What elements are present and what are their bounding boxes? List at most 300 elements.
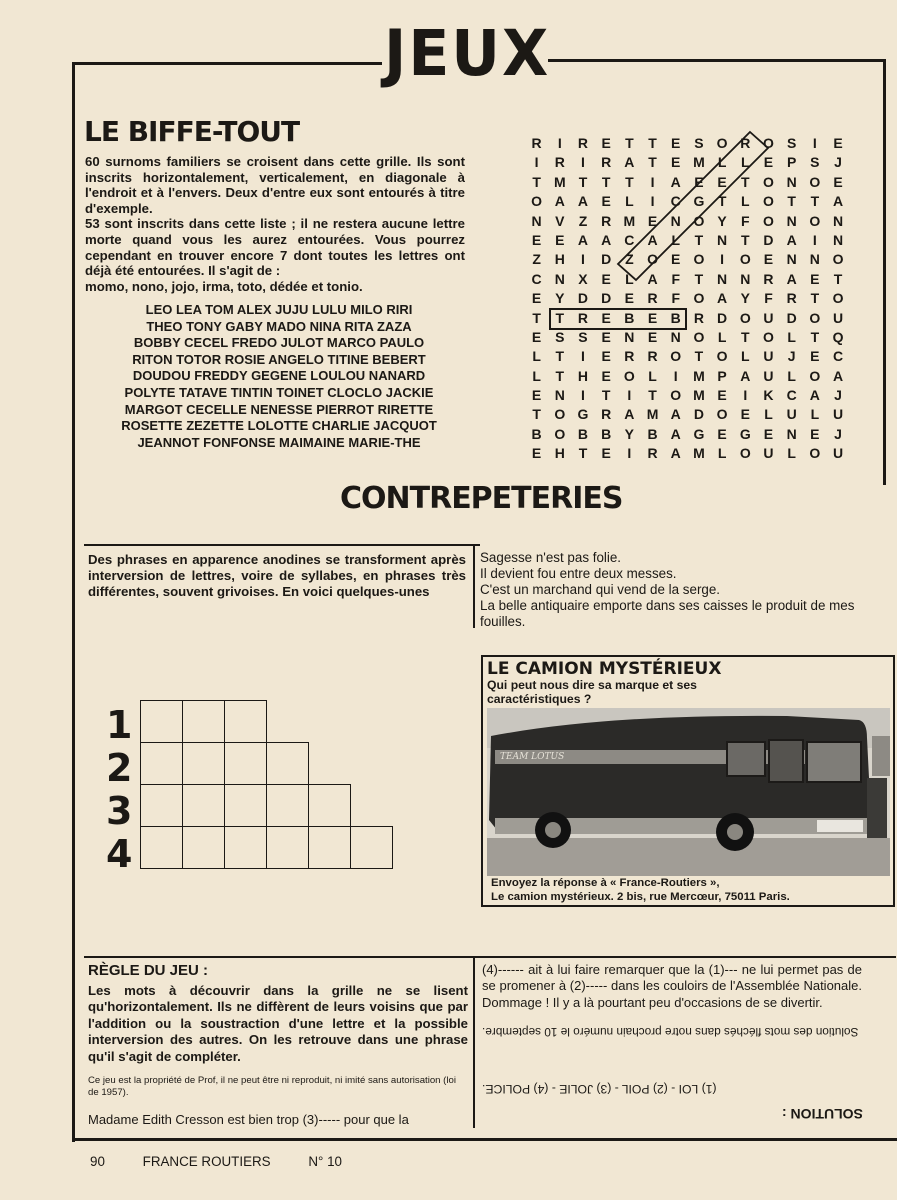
grid-letter[interactable]: M [646, 406, 659, 423]
mots-cell[interactable] [224, 826, 267, 869]
grid-letter[interactable]: N [832, 212, 844, 229]
grid-letter[interactable]: I [650, 173, 655, 190]
grid-letter[interactable]: U [763, 445, 774, 462]
grid-letter[interactable]: T [694, 231, 704, 248]
grid-letter[interactable]: N [670, 328, 681, 345]
grid-letter[interactable]: A [832, 193, 844, 210]
grid-letter[interactable]: A [670, 445, 681, 462]
grid-letter[interactable]: R [601, 154, 612, 171]
grid-letter[interactable]: N [832, 231, 844, 248]
grid-letter[interactable]: B [577, 425, 589, 442]
regle-text: Les mots à découvrir dans la grille ne se lisent qu'horizontalement. Ils ne diffèrent de leurs voisins que par l'addition ou la soustraction d'une lettre et la possible interversion des autres. On les retrouve dans une phrase qu'il s'agit de compléter. [88, 983, 468, 1064]
grid-letter[interactable]: J [787, 348, 796, 365]
grid-letter[interactable]: K [763, 387, 774, 404]
grid-letter[interactable]: C [832, 348, 844, 365]
grid-letter[interactable]: T [694, 270, 704, 287]
grid-letter[interactable]: S [694, 135, 704, 151]
grid-letter[interactable]: T [810, 193, 820, 210]
grid-letter[interactable]: T [741, 328, 750, 345]
grid-letter[interactable]: B [647, 425, 658, 442]
grid-letter[interactable]: E [647, 212, 658, 229]
grid-letter[interactable]: E [763, 251, 774, 268]
camion-send-1: Envoyez la réponse à « France-Routiers », [491, 877, 720, 889]
grid-letter[interactable]: O [763, 328, 774, 345]
grid-letter[interactable]: N [786, 425, 797, 442]
grid-letter[interactable]: I [627, 445, 632, 462]
grid-letter[interactable]: E [601, 367, 611, 384]
grid-letter[interactable]: T [648, 387, 657, 404]
mots-cell[interactable] [224, 742, 267, 785]
grid-letter[interactable]: N [786, 212, 797, 229]
mots-row [140, 700, 392, 742]
grid-letter[interactable]: T [532, 309, 541, 326]
grid-letter[interactable]: Y [717, 212, 727, 229]
grid-letter[interactable]: S [578, 328, 588, 345]
names-line: BOBBY CECEL FREDO JULOT MARCO PAULO [133, 335, 425, 351]
solution-answer: (1) LOI - (2) POIL - (3) JOLIE - (4) POLICE. [482, 1082, 717, 1096]
grid-letter[interactable]: T [625, 173, 634, 190]
grid-letter[interactable]: E [717, 173, 727, 190]
grid-letter[interactable]: L [764, 406, 773, 423]
grid-letter[interactable]: R [693, 309, 704, 326]
grid-letter[interactable]: N [624, 328, 635, 345]
grid-letter[interactable]: O [763, 135, 774, 151]
grid-letter[interactable]: O [763, 173, 774, 190]
grid-letter[interactable]: O [716, 406, 728, 423]
names-line: THEO TONY GABY MADO NINA RITA ZAZA [146, 318, 412, 334]
grid-letter[interactable]: Y [555, 290, 565, 307]
grid-letter[interactable]: O [693, 251, 705, 268]
grid-letter[interactable]: N [717, 270, 728, 287]
grid-letter[interactable]: M [693, 367, 705, 384]
grid-letter[interactable]: F [741, 212, 750, 229]
grid-letter[interactable]: O [693, 212, 705, 229]
grid-letter[interactable]: R [601, 212, 612, 229]
grid-letter[interactable]: R [601, 406, 612, 423]
mots-cell[interactable] [182, 742, 225, 785]
grid-letter[interactable]: A [624, 406, 635, 423]
grid-letter[interactable]: O [832, 251, 844, 268]
grid-letter[interactable]: T [787, 193, 796, 210]
grid-letter[interactable]: D [601, 251, 612, 268]
grid-letter[interactable]: A [554, 193, 565, 210]
grid-letter[interactable]: Y [740, 290, 750, 307]
grid-letter[interactable]: Z [625, 251, 634, 268]
row-number-1: 1 [106, 703, 133, 747]
grid-letter[interactable]: T [717, 193, 727, 210]
grid-letter[interactable]: D [717, 309, 728, 326]
grid-letter[interactable]: E [833, 173, 843, 190]
grid-letter[interactable]: R [531, 135, 542, 151]
grid-letter[interactable]: A [832, 367, 844, 384]
grid-letter[interactable]: J [834, 425, 842, 442]
grid-letter[interactable]: I [581, 348, 585, 365]
grid-letter[interactable]: T [694, 348, 704, 365]
names-line: DOUDOU FREDDY GEGENE LOULOU NANARD [132, 368, 426, 384]
grid-letter[interactable]: A [577, 193, 589, 210]
grid-letter[interactable]: E [531, 387, 542, 404]
grid-letter[interactable]: O [647, 251, 658, 268]
frame-top-left [72, 62, 382, 65]
grid-letter[interactable]: G [739, 425, 751, 442]
grid-letter[interactable]: C [786, 387, 797, 404]
grid-letter[interactable]: E [810, 425, 820, 442]
grid-letter[interactable]: U [786, 406, 797, 423]
camion-title: LE CAMION MYSTÉRIEUX [487, 659, 722, 679]
grid-letter[interactable]: O [716, 348, 728, 365]
grid-letter[interactable]: L [532, 367, 541, 384]
grid-letter[interactable]: E [647, 328, 658, 345]
grid-letter[interactable]: U [832, 309, 844, 326]
mots-cell[interactable] [350, 826, 393, 869]
grid-letter[interactable]: A [624, 154, 635, 171]
solution-title: SOLUTION : [782, 1106, 863, 1122]
grid-letter[interactable]: O [763, 193, 774, 210]
grid-letter[interactable]: T [741, 231, 750, 248]
grid-letter[interactable]: C [624, 231, 635, 248]
grid-letter[interactable]: E [531, 231, 542, 248]
grid-letter[interactable]: A [670, 425, 681, 442]
contrepeterie-item: La belle antiquaire emporte dans ses caisses le produit de mes fouilles. [480, 598, 855, 629]
biffe-tout-intro [85, 154, 465, 294]
grid-letter[interactable]: I [650, 193, 655, 210]
grid-letter[interactable]: O [623, 367, 635, 384]
grid-letter[interactable]: E [833, 135, 843, 151]
grid-letter[interactable]: O [531, 193, 543, 210]
grid-letter[interactable]: T [833, 270, 843, 287]
grid-letter[interactable]: A [647, 270, 658, 287]
grid-row [525, 425, 850, 444]
grid-letter[interactable]: O [670, 387, 682, 404]
grid-letter[interactable]: O [670, 348, 682, 365]
grid-letter[interactable]: I [534, 154, 539, 171]
grid-letter[interactable]: D [786, 309, 797, 326]
grid-letter[interactable]: T [810, 328, 820, 345]
grid-letter[interactable]: O [809, 309, 821, 326]
grid-letter[interactable]: O [716, 135, 728, 151]
grid-letter[interactable]: O [554, 425, 566, 442]
grid-letter[interactable]: U [763, 348, 774, 365]
bus-side-text: TEAM LOTUS [500, 752, 565, 762]
grid-letter[interactable]: N [740, 270, 751, 287]
grid-letter[interactable]: M [693, 154, 705, 171]
grid-letter[interactable]: E [671, 135, 681, 151]
grid-letter[interactable]: A [577, 231, 589, 248]
mots-cell[interactable] [224, 784, 267, 827]
names-line: POLYTE TATAVE TINTIN TOINET CLOCLO JACKIE [124, 384, 434, 400]
grid-letter[interactable]: V [555, 212, 565, 229]
grid-letter[interactable]: L [717, 328, 727, 345]
grid-letter[interactable]: L [648, 367, 657, 384]
grid-letter[interactable]: P [786, 154, 797, 171]
grid-letter[interactable]: Z [578, 212, 588, 229]
grid-letter[interactable]: R [624, 348, 635, 365]
grid-letter[interactable]: E [601, 193, 611, 210]
grid-letter[interactable]: U [832, 406, 844, 423]
grid-letter[interactable]: T [601, 387, 611, 404]
grid-letter[interactable]: H [577, 367, 589, 384]
grid-letter[interactable]: E [531, 328, 542, 345]
grid-letter[interactable]: O [739, 251, 751, 268]
grid-letter[interactable]: R [647, 290, 658, 307]
grid-letter[interactable]: E [717, 387, 727, 404]
grid-letter[interactable]: O [763, 212, 774, 229]
grid-letter[interactable]: N [717, 231, 728, 248]
grid-letter[interactable]: U [763, 309, 774, 326]
grid-letter[interactable]: U [763, 367, 774, 384]
contrepeterie-item: Il devient fou entre deux messes. [480, 566, 677, 581]
grid-letter[interactable]: O [739, 445, 751, 462]
grid-letter[interactable]: A [717, 290, 728, 307]
grid-letter[interactable]: R [763, 270, 774, 287]
grid-letter[interactable]: F [671, 270, 680, 287]
grid-letter[interactable]: L [787, 445, 796, 462]
grid-letter[interactable]: E [531, 445, 542, 462]
grid-letter[interactable]: E [717, 425, 727, 442]
mots-cell[interactable] [266, 826, 309, 869]
mots-cell[interactable] [140, 742, 183, 785]
grid-letter[interactable]: S [786, 135, 797, 151]
grid-letter[interactable]: B [624, 309, 635, 326]
grid-letter[interactable]: T [625, 135, 634, 151]
camion-question: Qui peut nous dire sa marque et ses caractéristiques ? [487, 678, 697, 706]
grid-letter[interactable]: M [553, 173, 566, 190]
grid-letter[interactable]: H [554, 251, 565, 268]
row-number-3: 3 [106, 789, 133, 833]
grid-letter[interactable]: A [670, 173, 681, 190]
grid-letter[interactable]: A [670, 406, 681, 423]
grid-letter[interactable]: T [532, 173, 541, 190]
grid-letter[interactable]: A [740, 367, 751, 384]
grid-letter[interactable]: T [810, 290, 820, 307]
grid-letter[interactable]: E [601, 135, 611, 151]
grid-letter[interactable]: I [581, 251, 585, 268]
grid-letter[interactable]: R [740, 135, 751, 151]
grid-letter[interactable]: N [554, 387, 565, 404]
grid-letter[interactable]: O [809, 173, 821, 190]
grid-letter[interactable]: B [601, 425, 612, 442]
grid-letter[interactable]: T [578, 445, 588, 462]
grid-letter[interactable]: T [555, 367, 565, 384]
grid-letter[interactable]: M [693, 387, 705, 404]
mots-cell[interactable] [140, 784, 183, 827]
mots-cell[interactable] [308, 826, 351, 869]
biffe-intro-3: momo, nono, jojo, irma, toto, dédée et tonio. [85, 278, 363, 294]
frame-bottom [72, 1138, 897, 1141]
grid-letter[interactable]: G [577, 406, 589, 423]
grid-letter[interactable]: B [670, 309, 681, 326]
grid-letter[interactable]: F [764, 290, 773, 307]
grid-letter[interactable]: A [601, 231, 612, 248]
solution-note: Solution des mots fléchés dans notre prochain numéro le 10 septembre. [482, 1025, 859, 1039]
grid-letter[interactable]: R [647, 445, 658, 462]
grid-letter[interactable]: H [554, 445, 565, 462]
grid-letter[interactable]: I [557, 135, 562, 151]
grid-letter[interactable]: E [810, 270, 820, 287]
names-line: JEANNOT FONFONSE MAIMAINE MARIE-THE [137, 434, 421, 450]
grid-letter[interactable]: T [578, 173, 588, 190]
grid-letter[interactable]: T [601, 173, 611, 190]
grid-letter[interactable]: D [763, 231, 774, 248]
grid-letter[interactable]: E [647, 309, 658, 326]
mots-cell[interactable] [182, 826, 225, 869]
grid-letter[interactable]: E [601, 445, 611, 462]
grid-letter[interactable]: I [812, 231, 817, 248]
grid-letter[interactable]: T [555, 309, 565, 326]
divider-regle-v [473, 956, 475, 1128]
grid-letter[interactable]: L [717, 154, 727, 171]
grid-letter[interactable]: G [693, 193, 705, 210]
mots-cell[interactable] [140, 700, 183, 743]
grid-letter[interactable]: L [787, 367, 796, 384]
grid-letter[interactable]: O [832, 290, 844, 307]
grid-letter[interactable]: M [623, 212, 636, 229]
grid-letter[interactable]: E [694, 173, 704, 190]
mots-cell[interactable] [182, 784, 225, 827]
grid-letter[interactable]: I [720, 251, 725, 268]
frame-top-right [548, 59, 886, 62]
grid-letter[interactable]: T [532, 406, 541, 423]
camion-send-2: Le camion mystérieux. 2 bis, rue Mercœur, 75011 Paris. [491, 890, 790, 903]
grid-letter[interactable]: Y [624, 425, 635, 442]
grid-letter[interactable]: L [810, 406, 820, 423]
grid-letter[interactable]: N [531, 212, 542, 229]
grid-letter[interactable]: E [763, 425, 774, 442]
grid-letter[interactable]: E [601, 328, 611, 345]
contrepeterie-item: Sagesse n'est pas folie. [480, 550, 622, 565]
grid-letter[interactable]: T [555, 348, 565, 365]
mots-cell[interactable] [266, 784, 309, 827]
grid-letter[interactable]: T [648, 154, 657, 171]
grid-letter[interactable]: O [554, 406, 566, 423]
grid-letter[interactable]: E [740, 406, 750, 423]
grid-letter[interactable]: N [786, 173, 797, 190]
grid-letter[interactable]: T [648, 135, 657, 151]
grid-letter[interactable]: N [554, 270, 565, 287]
grid-letter[interactable]: X [578, 270, 588, 287]
mots-cell[interactable] [182, 700, 225, 743]
grid-letter[interactable]: G [693, 425, 705, 442]
frame-right [883, 60, 886, 485]
grid-letter[interactable]: C [531, 270, 542, 287]
row-number-2: 2 [106, 746, 133, 790]
grid-letter[interactable]: L [741, 193, 750, 210]
grid-letter[interactable]: R [786, 290, 797, 307]
grid-letter[interactable]: S [810, 154, 820, 171]
grid-letter[interactable]: L [625, 270, 634, 287]
grid-letter[interactable]: C [670, 193, 681, 210]
grid-letter[interactable]: D [693, 406, 704, 423]
grid-letter[interactable]: N [786, 251, 797, 268]
grid-letter[interactable]: O [693, 290, 705, 307]
biffe-intro-1: 60 surnoms familiers se croisent dans cette grille. Ils sont inscrits horizontalement, verticalement, en diagonale à l'endroit et à l'envers. Deux d'entre eux sont entourés à titre d'exemple. [85, 154, 465, 216]
grid-letter[interactable]: E [810, 348, 820, 365]
mots-row [140, 784, 392, 826]
grid-letter[interactable]: I [581, 387, 585, 404]
grid-letter[interactable]: Q [832, 328, 844, 345]
grid-letter[interactable]: Z [532, 251, 541, 268]
magazine-name: FRANCE ROUTIERS [142, 1154, 271, 1169]
grid-letter[interactable]: U [832, 445, 844, 462]
biffe-tout-title: LE BIFFE-TOUT [84, 115, 300, 148]
grid-row [525, 386, 850, 405]
grid-letter[interactable]: L [741, 348, 750, 365]
names-line: RITON TOTOR ROSIE ANGELO TITINE BEBERT [132, 351, 426, 367]
grid-letter[interactable]: L [787, 328, 796, 345]
grid-letter[interactable]: E [763, 154, 774, 171]
grid-letter[interactable]: N [670, 212, 681, 229]
grid-letter[interactable]: E [671, 154, 681, 171]
mots-cell[interactable] [224, 700, 267, 743]
issue-number: N° 10 [308, 1154, 342, 1169]
grid-letter[interactable]: O [693, 328, 705, 345]
grid-letter[interactable]: L [717, 445, 727, 462]
grid-letter[interactable]: E [601, 348, 611, 365]
mots-row [140, 742, 392, 784]
grid-letter[interactable]: O [809, 445, 821, 462]
grid-letter[interactable]: A [786, 231, 797, 248]
grid-letter[interactable]: A [809, 387, 820, 404]
grid-letter[interactable]: L [625, 193, 634, 210]
grid-letter[interactable]: E [601, 309, 611, 326]
grid-letter[interactable]: A [786, 270, 797, 287]
grid-letter[interactable]: I [743, 387, 748, 404]
mots-cell[interactable] [266, 742, 309, 785]
grid-letter[interactable]: T [741, 173, 750, 190]
grid-letter[interactable]: D [577, 290, 589, 307]
grid-letter[interactable]: E [555, 231, 565, 248]
grid-letter[interactable]: E [531, 290, 542, 307]
highlight-bebert [549, 308, 687, 330]
grid-letter[interactable]: L [741, 154, 750, 171]
grid-letter[interactable]: I [673, 367, 678, 384]
grid-row [525, 347, 850, 366]
grid-letter[interactable]: E [671, 251, 681, 268]
grid-letter[interactable]: O [739, 309, 751, 326]
grid-letter[interactable]: J [834, 387, 842, 404]
grid-letter[interactable]: R [577, 135, 589, 151]
mots-cell[interactable] [140, 826, 183, 869]
grid-letter[interactable]: R [647, 348, 658, 365]
mots-cell[interactable] [308, 784, 351, 827]
names-line: ROSETTE ZEZETTE LOLOTTE CHARLIE JACQUOT [121, 418, 437, 434]
grid-letter[interactable]: I [627, 387, 632, 404]
divider-contre [84, 544, 480, 546]
grid-letter[interactable]: F [671, 290, 680, 307]
grid-letter[interactable]: A [647, 231, 658, 248]
grid-letter[interactable]: B [531, 425, 542, 442]
grid-letter[interactable]: I [812, 135, 817, 151]
grid-row [525, 328, 850, 347]
grid-letter[interactable]: O [809, 212, 821, 229]
grid-letter[interactable]: M [693, 445, 705, 462]
grid-row [525, 367, 850, 386]
names-list [84, 302, 474, 451]
grid-letter[interactable]: L [671, 231, 680, 248]
grid-letter[interactable]: J [834, 154, 842, 171]
grid-letter[interactable]: D [601, 290, 612, 307]
grid-letter[interactable]: R [554, 154, 565, 171]
grid-letter[interactable]: E [601, 270, 611, 287]
grid-letter[interactable]: R [577, 309, 589, 326]
grid-letter[interactable]: E [624, 290, 635, 307]
grid-letter[interactable]: I [581, 154, 585, 171]
grid-letter[interactable]: S [555, 328, 565, 345]
grid-letter[interactable]: N [809, 251, 820, 268]
grid-letter[interactable]: O [809, 367, 821, 384]
grid-letter[interactable]: P [717, 367, 727, 384]
grid-letter[interactable]: L [532, 348, 541, 365]
